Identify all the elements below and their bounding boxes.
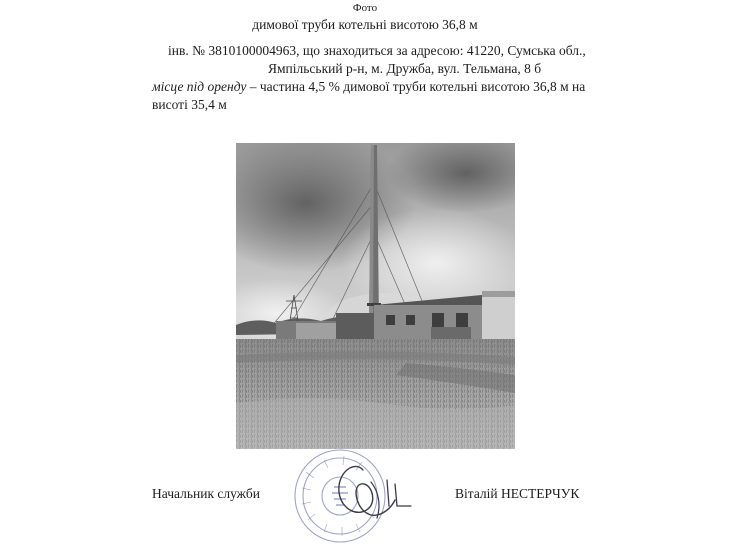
rental-place-line [152,79,585,95]
chimney-photo [236,143,515,449]
signer-name: Віталій НЕСТЕРЧУК [455,486,580,501]
address-line: Ямпільський р-н, м. Дружба, вул. Тельмана, 8 б [268,61,542,76]
inventory-line: інв. № 3810100004963, що знаходиться за адресою: 41220, Сумська обл., [168,43,586,58]
handwritten-signature [325,452,420,527]
document-subtitle: димової труби котельні висотою 36,8 м [252,17,478,32]
rental-height-line: висоті 35,4 м [152,97,227,112]
signer-position: Начальник служби [152,486,260,501]
rental-place-label: місце під оренду [152,79,247,94]
document-title: Фото [352,2,378,14]
rental-place-text: – частина 4,5 % димової труби котельні висотою 36,8 м на [246,79,586,94]
